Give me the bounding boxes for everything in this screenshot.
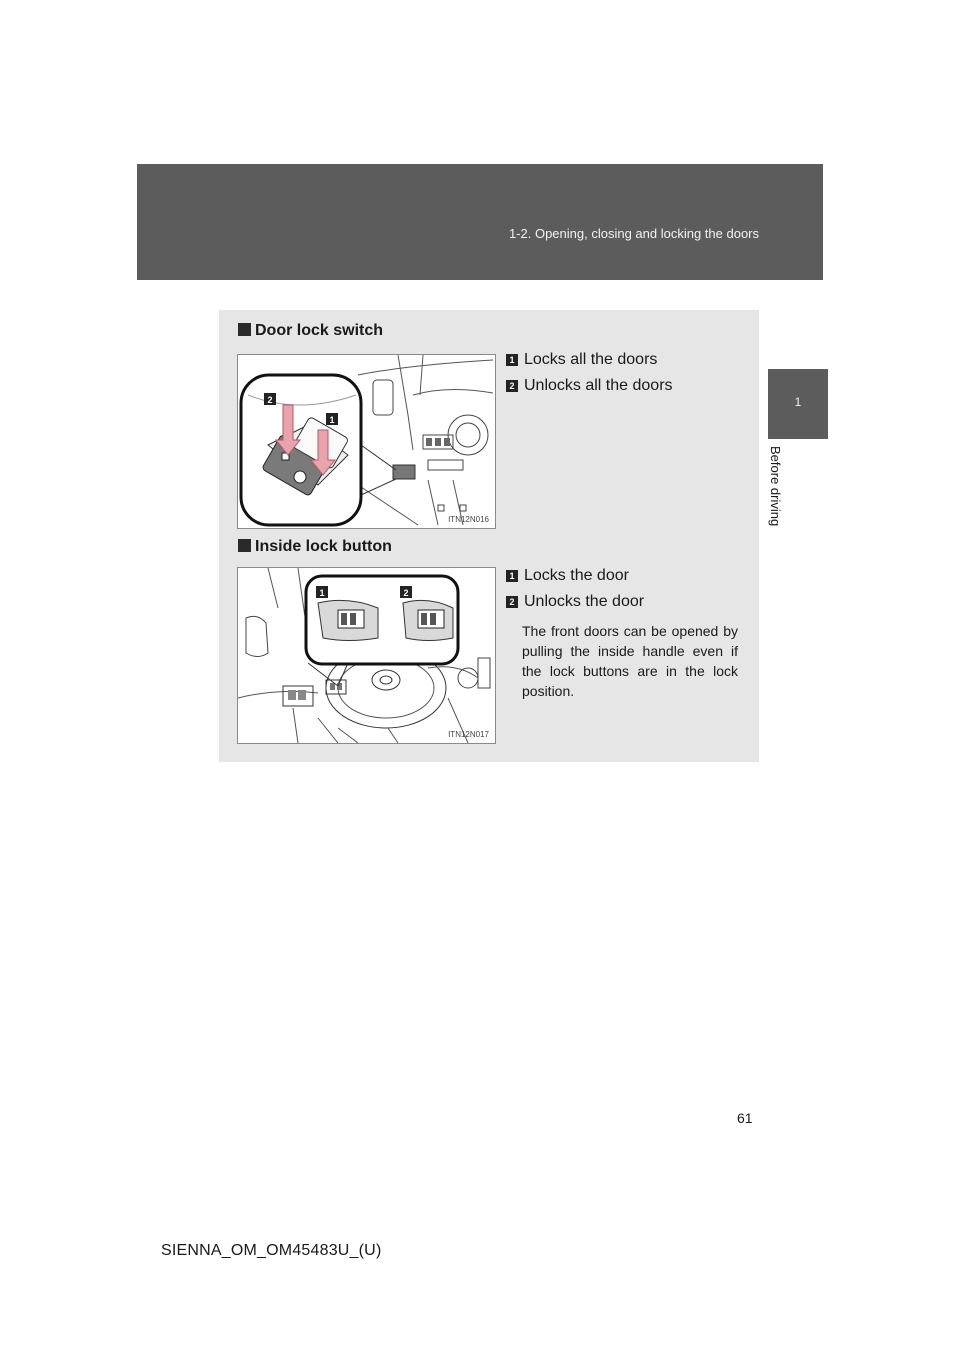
- item-text: Unlocks all the doors: [524, 377, 673, 394]
- section-title-text: Inside lock button: [255, 538, 392, 555]
- list-item: [506, 567, 629, 585]
- svg-text:1: 1: [319, 588, 325, 598]
- number-badge: 2: [506, 380, 518, 392]
- svg-text:1: 1: [329, 415, 335, 425]
- svg-text:2: 2: [267, 395, 273, 405]
- svg-text:2: 2: [403, 588, 409, 598]
- section-title: 1-2. Opening, closing and locking the doors: [508, 226, 759, 241]
- list-item: [506, 351, 657, 369]
- section-title-text: Door lock switch: [255, 322, 384, 339]
- square-bullet-icon: [238, 539, 251, 552]
- chapter-number: 1: [794, 395, 802, 409]
- door-lock-switch-illustration: [237, 354, 496, 529]
- number-badge: 1: [506, 354, 518, 366]
- number-badge: 2: [506, 596, 518, 608]
- number-badge: 1: [506, 570, 518, 582]
- note-text: The front doors can be opened by pulling the inside handle even if the lock buttons are in the lock position.: [522, 623, 738, 699]
- section-heading-door-lock-switch: [238, 322, 383, 340]
- list-item: [506, 593, 644, 611]
- chapter-header-bar: [137, 164, 823, 280]
- figure-code: ITN12N017: [448, 730, 489, 739]
- section-heading-inside-lock-button: [238, 538, 392, 556]
- item-text: Unlocks the door: [524, 593, 645, 610]
- list-item: [506, 377, 673, 395]
- chapter-tab: [768, 369, 828, 439]
- document-id: SIENNA_OM_OM45483U_(U): [161, 1242, 382, 1259]
- page-number: 61: [737, 1110, 753, 1126]
- item-text: Locks the door: [524, 567, 629, 584]
- inside-lock-button-illustration: [237, 567, 496, 744]
- item-text: Locks all the doors: [524, 351, 658, 368]
- chapter-label: Before driving: [768, 446, 783, 527]
- square-bullet-icon: [238, 323, 251, 336]
- figure-code: ITN12N016: [448, 515, 489, 524]
- chapter-label-container: [761, 446, 801, 546]
